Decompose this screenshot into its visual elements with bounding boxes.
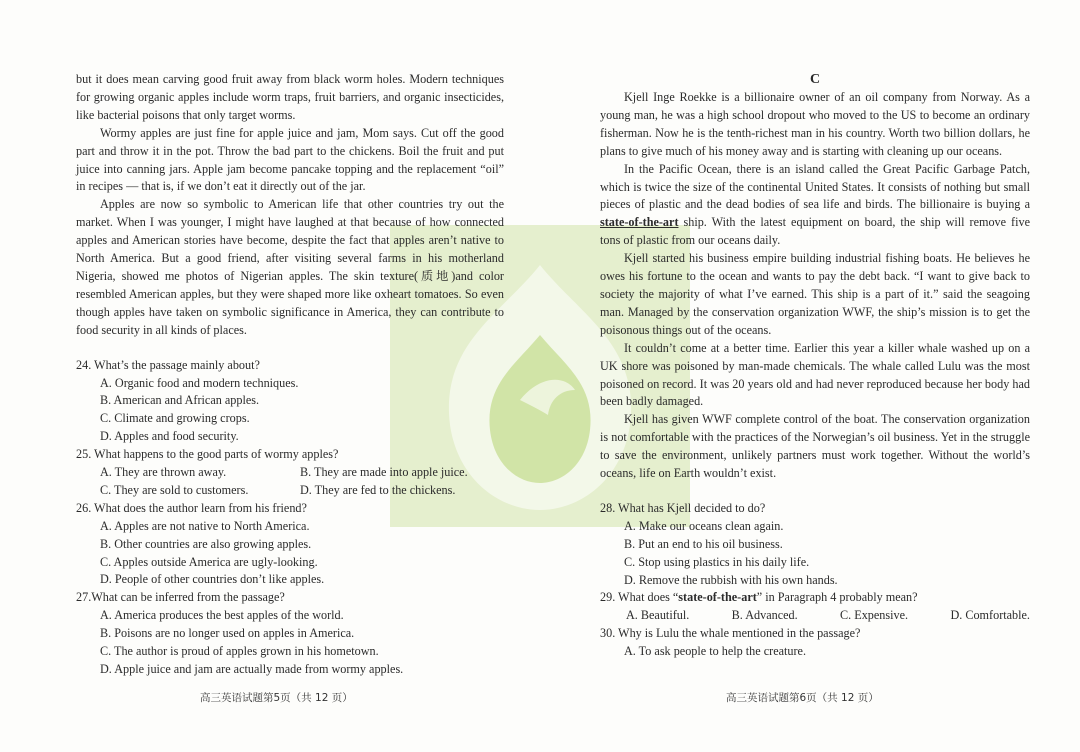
answer-option: D. Remove the rubbish with his own hands. — [624, 572, 838, 587]
right-column — [600, 71, 1030, 661]
answer-option: C. The author is proud of apples grown in his hometown. — [100, 644, 379, 659]
answer-option: A. Apples are not native to North America. — [100, 518, 310, 533]
answer-option: B. Advanced. — [731, 608, 798, 623]
section-heading: C — [809, 72, 821, 87]
passage-paragraph: In the Pacific Ocean, there is an island called the Great Pacific Garbage Patch, which is twice the size of the continental United States. It consists of nothing but small pieces of plastic and the dead bodies of sea life and birds. The billionaire is buying a state-of-the-art ship. With the latest equipment on board, the ship will remove five tons of plastic from our oceans daily. — [600, 161, 1030, 248]
page-footer: 高三英语试题第5页（共 12 页） — [200, 692, 353, 704]
answer-option: B. Put an end to his oil business. — [624, 536, 783, 551]
answer-option: B. Poisons are no longer used on apples in America. — [100, 626, 355, 641]
question-25 — [76, 446, 504, 500]
answer-option: A. Beautiful. — [626, 608, 690, 623]
passage-paragraph: Kjell Inge Roekke is a billionaire owner of an oil company from Norway. As a young man, he was a high school dropout who moved to the US to become an ordinary fisherman. Now he is the tenth-richest man in his country. Worth two billion dollars, he plans to give much of his money away and is starting with cleaning up our oceans. — [600, 90, 1030, 158]
question-stem: 29. What does “state-of-the-art” in Paragraph 4 probably mean? — [600, 590, 918, 605]
answer-option: C. Expensive. — [840, 608, 909, 623]
answer-option: C. Climate and growing crops. — [100, 411, 250, 426]
answer-option: A. Make our oceans clean again. — [624, 518, 784, 533]
question-stem: 26. What does the author learn from his friend? — [76, 500, 307, 515]
answer-option: B. Other countries are also growing apples. — [100, 536, 312, 551]
right-page — [540, 0, 1080, 752]
answer-option: A. Organic food and modern techniques. — [100, 375, 299, 390]
answer-option: B. American and African apples. — [100, 393, 260, 408]
answer-option: C. They are sold to customers. — [100, 482, 249, 497]
passage-paragraph: Apples are now so symbolic to American life that other countries try out the market. When I was younger, I might have laughed at that because of how connected apples and American stories have become, despite the fact that apples aren’t native to North America. But a good friend, after visiting several farms in his motherland Nigeria, showed me photos of Nigerian apples. The skin texture(质地)and color resembled American apples, but they were shaped more like oxheart tomatoes. So even though apples have taken on symbolic significance in America, they can contribute to food security in all kinds of places. — [76, 197, 504, 337]
question-30 — [600, 625, 1030, 661]
answer-option: A. America produces the best apples of the world. — [100, 608, 344, 623]
answer-option: B. They are made into apple juice. — [300, 465, 468, 480]
left-column — [76, 71, 504, 679]
answer-option: D. Apples and food security. — [100, 429, 239, 444]
page-footer: 高三英语试题第6页（共 12 页） — [726, 692, 879, 704]
question-stem: 28. What has Kjell decided to do? — [600, 500, 766, 515]
passage-paragraph: but it does mean carving good fruit away from black worm holes. Modern techniques for growing organic apples include worm traps, fruit barriers, and organic insecticides, like bacterial poisons that only target worms. — [76, 72, 504, 122]
passage-paragraph: Kjell started his business empire building industrial fishing boats. He believes he owes his fortune to the ocean and wants to pay the debt back. “I want to give back to society the majority of what I’ve earned. This ship is a part of it.” said the seagoing man. Managed by the conservation organization WWF, the ship’s mission is to get the poisonous things out of the oceans. — [600, 251, 1030, 337]
question-29 — [600, 589, 1030, 625]
answer-option: A. They are thrown away. — [100, 465, 227, 480]
question-stem: 30. Why is Lulu the whale mentioned in the passage? — [600, 626, 861, 641]
highlighted-term: state-of-the-art — [600, 215, 679, 230]
answer-option: D. Apple juice and jam are actually made from wormy apples. — [100, 662, 404, 676]
answer-option: D. Comfortable. — [950, 608, 1030, 623]
answer-option: A. To ask people to help the creature. — [624, 644, 807, 659]
question-24 — [76, 357, 504, 447]
highlighted-term: state-of-the-art — [678, 590, 757, 605]
question-stem: 27.What can be inferred from the passage? — [76, 590, 285, 605]
answer-option: D. They are fed to the chickens. — [300, 482, 456, 497]
answer-option: D. People of other countries don’t like apples. — [100, 572, 325, 587]
passage-paragraph: Wormy apples are just fine for apple juice and jam, Mom says. Cut off the good part and throw it in the pot. Throw the bad part to the chickens. Boil the fruit and put juice into canning jars. Apple jam become pancake topping and the replacement “oil” in recipes — that is, if we don’t eat it directly out of the jar. — [76, 125, 504, 194]
answer-option: C. Apples outside America are ugly-looking. — [100, 554, 318, 569]
question-stem: 24. What’s the passage mainly about? — [76, 357, 260, 372]
question-27 — [76, 589, 504, 679]
question-stem: 25. What happens to the good parts of wormy apples? — [76, 447, 339, 462]
answer-option: C. Stop using plastics in his daily life. — [624, 554, 810, 569]
question-28 — [600, 500, 1030, 590]
passage-paragraph: It couldn’t come at a better time. Earlier this year a killer whale washed up on a UK shore was poisoned by man-made chemicals. The whale called Lulu was the most poisoned on record. It was 20 years old and had never reproduced because her body had been badly damaged. — [600, 340, 1030, 409]
question-26 — [76, 500, 504, 590]
passage-paragraph: Kjell has given WWF complete control of the boat. The conservation organization is not comfortable with the practices of the Norwegian’s oil business. Yet in the struggle to save the environment, unlikely partners must work together. Without the world’s oceans, life on Earth wouldn’t exist. — [600, 412, 1030, 481]
